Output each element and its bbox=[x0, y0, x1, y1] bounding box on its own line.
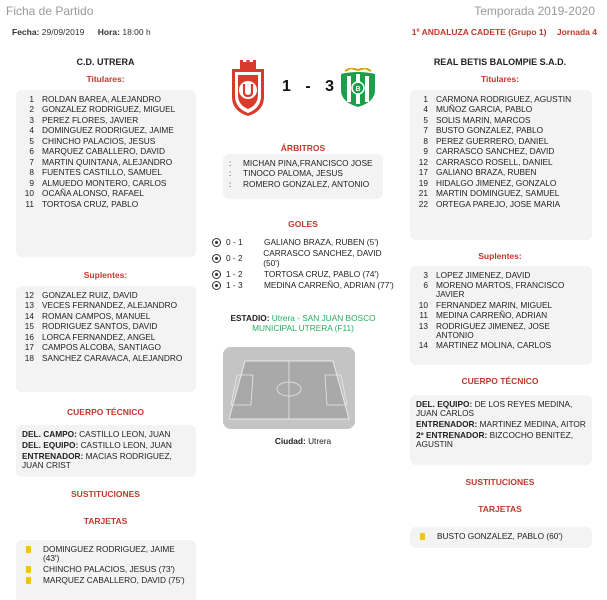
estadio-info bbox=[223, 313, 383, 333]
player-name[interactable]: TORTOSA CRUZ, PABLO bbox=[42, 198, 139, 209]
referee-row bbox=[229, 180, 377, 189]
player-number: 3 bbox=[29, 114, 34, 125]
player-name[interactable]: MARTIN DOMINGUEZ, SAMUEL bbox=[436, 188, 560, 198]
player-name[interactable]: MORENO MARTOS, FRANCISCO JAVIER bbox=[436, 280, 565, 299]
referee-name: TINOCO PALOMA, JESUS bbox=[243, 168, 343, 178]
player-name[interactable]: CARRASCO ROSELL, DANIEL bbox=[436, 156, 553, 167]
player-name[interactable]: HIDALGO JIMENEZ, GONZALO bbox=[436, 177, 557, 188]
player-number: 14 bbox=[418, 340, 428, 350]
staff-row bbox=[22, 452, 190, 470]
player-name[interactable]: CARMONA RODRIGUEZ, AGUSTIN bbox=[436, 93, 572, 104]
player-row[interactable] bbox=[416, 341, 586, 350]
goles-title: GOLES bbox=[288, 219, 318, 229]
home-titulares-title: Titulares: bbox=[86, 74, 125, 84]
player-row[interactable] bbox=[22, 312, 190, 321]
player-row[interactable] bbox=[416, 147, 586, 156]
home-team-crest[interactable] bbox=[228, 59, 268, 117]
referee-row bbox=[229, 169, 377, 178]
staff-name: BIZCOCHO BENITEZ, AGUSTIN bbox=[416, 430, 574, 449]
player-number: 13 bbox=[418, 320, 428, 331]
staff-name: MARTINEZ MEDINA, AITOR bbox=[479, 419, 586, 429]
arbitros-list bbox=[223, 154, 383, 199]
player-row[interactable] bbox=[416, 105, 586, 114]
player-number: 6 bbox=[423, 280, 428, 290]
player-name[interactable]: MARQUEZ CABALLERO, DAVID bbox=[42, 146, 165, 156]
referee-name: ROMERO GONZALEZ, ANTONIO bbox=[243, 178, 370, 189]
season-label: Temporada 2019-2020 bbox=[474, 4, 595, 18]
away-tarjetas-title: TARJETAS bbox=[478, 504, 522, 514]
player-number: 7 bbox=[29, 156, 34, 167]
player-number: 3 bbox=[423, 269, 428, 280]
goal-scorer: GALIANO BRAZA, RUBEN (5') bbox=[264, 237, 379, 247]
ciudad-info bbox=[223, 436, 383, 446]
player-row[interactable] bbox=[22, 179, 190, 188]
player-number: 17 bbox=[24, 342, 34, 352]
player-number: 10 bbox=[418, 299, 428, 310]
home-cuerpo-box bbox=[16, 425, 196, 477]
league-info bbox=[412, 27, 597, 37]
player-name[interactable]: GONZALEZ RODRIGUEZ, MIGUEL bbox=[42, 104, 176, 114]
player-row[interactable] bbox=[22, 291, 190, 300]
player-row[interactable] bbox=[22, 343, 190, 352]
home-suplentes-title: Suplentes: bbox=[83, 270, 128, 280]
goal-score: 1 - 2 bbox=[226, 269, 243, 279]
player-number: 1 bbox=[29, 93, 34, 104]
player-row[interactable] bbox=[22, 301, 190, 310]
player-row[interactable] bbox=[22, 168, 190, 177]
soccer-ball-icon bbox=[212, 254, 221, 263]
player-number: 8 bbox=[423, 135, 428, 146]
player-name[interactable]: RODRIGUEZ JIMENEZ, JOSE ANTONIO bbox=[436, 320, 550, 340]
card-text: MARQUEZ CABALLERO, DAVID (75') bbox=[43, 575, 185, 585]
away-cuerpo-title: CUERPO TÉCNICO bbox=[461, 376, 539, 386]
player-name[interactable]: CHINCHO PALACIOS, JESUS bbox=[42, 135, 156, 146]
score-sep: - bbox=[305, 78, 311, 95]
score-home: 1 bbox=[282, 78, 291, 95]
yellow-card-icon bbox=[26, 546, 31, 553]
goal-row bbox=[212, 280, 397, 290]
player-name[interactable]: RODRIGUEZ SANTOS, DAVID bbox=[42, 321, 158, 331]
player-row[interactable] bbox=[22, 95, 190, 104]
player-name[interactable]: BUSTO GONZALEZ, PABLO bbox=[436, 125, 544, 135]
player-name[interactable]: MARTIN QUINTANA, ALEJANDRO bbox=[42, 156, 173, 167]
player-name[interactable]: LORCA FERNANDEZ, ANGEL bbox=[42, 331, 156, 342]
league-name[interactable]: 1º ANDALUZA CADETE (Grupo 1) bbox=[411, 27, 547, 37]
card-text: DOMINGUEZ RODRIGUEZ, JAIME (43') bbox=[43, 544, 175, 563]
staff-name: CASTILLO LEON, JUAN bbox=[80, 440, 172, 450]
player-name[interactable]: ROLDAN BAREA, ALEJANDRO bbox=[42, 93, 161, 104]
ciudad-label: Ciudad: bbox=[274, 436, 306, 446]
home-titulares-list bbox=[16, 90, 196, 257]
away-team-crest[interactable] bbox=[337, 68, 379, 108]
player-row[interactable] bbox=[416, 116, 586, 125]
player-row[interactable] bbox=[416, 271, 586, 280]
page-title: Ficha de Partido bbox=[6, 4, 94, 18]
player-row[interactable] bbox=[22, 116, 190, 125]
home-team-name[interactable]: C.D. UTRERA bbox=[76, 57, 135, 67]
player-row[interactable] bbox=[416, 95, 586, 104]
home-tarjetas-title: TARJETAS bbox=[83, 516, 128, 526]
player-name[interactable]: FUENTES CASTILLO, SAMUEL bbox=[42, 167, 162, 177]
player-row[interactable] bbox=[416, 189, 586, 198]
referee-name: MICHAN PINA,FRANCISCO JOSE bbox=[243, 157, 373, 168]
goal-score: 1 - 3 bbox=[226, 280, 243, 290]
player-number: 11 bbox=[419, 310, 428, 320]
player-number: 5 bbox=[423, 114, 428, 125]
player-name[interactable]: DOMINGUEZ RODRIGUEZ, JAIME bbox=[42, 125, 174, 135]
player-number: 21 bbox=[418, 188, 428, 198]
player-row[interactable] bbox=[416, 126, 586, 135]
player-number: 6 bbox=[29, 146, 34, 156]
goal-score: 0 - 1 bbox=[226, 237, 243, 247]
player-row[interactable] bbox=[416, 311, 586, 320]
away-sustituciones-title: SUSTITUCIONES bbox=[465, 477, 535, 487]
player-row[interactable] bbox=[22, 137, 190, 146]
stadium-field-image bbox=[223, 347, 355, 429]
player-row[interactable] bbox=[22, 158, 190, 167]
player-number: 7 bbox=[423, 125, 428, 135]
goal-row bbox=[212, 248, 397, 268]
goal-scorer: TORTOSA CRUZ, PABLO (74') bbox=[264, 269, 379, 279]
player-row[interactable] bbox=[22, 105, 190, 114]
player-row[interactable] bbox=[22, 126, 190, 135]
staff-name: CASTILLO LEON, JUAN bbox=[79, 429, 171, 439]
player-name[interactable]: VECES FERNANDEZ, ALEJANDRO bbox=[42, 300, 178, 310]
player-number: 15 bbox=[24, 321, 34, 331]
player-number: 5 bbox=[29, 135, 34, 146]
staff-role: 2º ENTRENADOR: bbox=[416, 430, 488, 440]
referee-sep: : bbox=[229, 157, 232, 168]
player-number: 19 bbox=[418, 177, 428, 188]
away-tarjetas-list bbox=[410, 527, 592, 548]
away-suplentes-title: Suplentes: bbox=[478, 251, 522, 261]
player-number: 4 bbox=[423, 104, 428, 114]
staff-role: ENTRENADOR: bbox=[416, 419, 478, 429]
fecha-value: 29/09/2019 bbox=[41, 27, 85, 37]
player-name[interactable]: GALIANO BRAZA, RUBEN bbox=[436, 167, 537, 177]
player-name[interactable]: OCAÑA ALONSO, RAFAEL bbox=[42, 188, 144, 198]
staff-row bbox=[416, 420, 586, 429]
player-row[interactable] bbox=[22, 333, 190, 342]
player-number: 9 bbox=[29, 177, 34, 188]
player-name[interactable]: LOPEZ JIMENEZ, DAVID bbox=[436, 269, 531, 280]
soccer-ball-icon bbox=[212, 281, 221, 290]
player-name[interactable]: SOLIS MARIN, MARCOS bbox=[436, 114, 531, 125]
player-row[interactable] bbox=[22, 322, 190, 331]
goal-row bbox=[212, 269, 397, 279]
jornada-label[interactable]: Jornada 4 bbox=[556, 27, 597, 37]
staff-row bbox=[416, 431, 586, 449]
card-row bbox=[22, 576, 190, 585]
player-name[interactable]: CAMPOS ALCOBA, SANTIAGO bbox=[42, 342, 161, 352]
player-row[interactable] bbox=[22, 354, 190, 363]
player-row[interactable] bbox=[416, 179, 586, 188]
away-cuerpo-box bbox=[410, 395, 592, 465]
away-suplentes-list bbox=[410, 266, 592, 365]
staff-row bbox=[416, 400, 586, 418]
player-number: 18 bbox=[24, 352, 34, 363]
home-suplentes-list bbox=[16, 286, 196, 392]
staff-role: DEL. EQUIPO: bbox=[22, 440, 79, 450]
referee-sep: : bbox=[229, 168, 232, 178]
player-number: 1 bbox=[423, 93, 428, 104]
fecha-label: Fecha: bbox=[12, 27, 40, 37]
estadio-name[interactable]: Utrera - SAN JUAN BOSCO MUNICIPAL UTRERA (F11) bbox=[252, 313, 376, 333]
staff-role: DEL. CAMPO: bbox=[22, 429, 77, 439]
card-text: BUSTO GONZALEZ, PABLO (60') bbox=[437, 531, 563, 541]
card-row bbox=[22, 565, 190, 574]
top-bar bbox=[0, 0, 607, 22]
yellow-card-icon bbox=[420, 533, 425, 540]
player-name[interactable]: ORTEGA PAREJO, JOSE MARIA bbox=[436, 198, 561, 209]
player-name[interactable]: PEREZ GUERRERO, DANIEL bbox=[436, 135, 549, 146]
player-name[interactable]: FERNANDEZ MARIN, MIGUEL bbox=[436, 299, 553, 310]
staff-role: ENTRENADOR: bbox=[22, 451, 84, 461]
player-number: 8 bbox=[29, 167, 34, 177]
player-name[interactable]: MARTINEZ MOLINA, CARLOS bbox=[436, 340, 552, 350]
arbitros-title: ÁRBITROS bbox=[280, 143, 326, 153]
player-number: 12 bbox=[418, 156, 428, 167]
player-row[interactable] bbox=[416, 168, 586, 177]
player-row[interactable] bbox=[22, 189, 190, 198]
player-name[interactable]: MUÑOZ GARCIA, PABLO bbox=[436, 104, 533, 114]
referee-sep: : bbox=[229, 178, 232, 189]
player-row[interactable] bbox=[416, 322, 586, 340]
yellow-card-icon bbox=[26, 577, 31, 584]
referee-row bbox=[229, 159, 377, 168]
goal-scorer: MEDINA CARREÑO, ADRIAN (77') bbox=[264, 280, 394, 290]
player-name[interactable]: ROMAN CAMPOS, MANUEL bbox=[42, 310, 151, 321]
yellow-card-icon bbox=[26, 566, 31, 573]
player-number: 17 bbox=[418, 167, 428, 177]
staff-row bbox=[22, 430, 190, 439]
goal-scorer: CARRASCO SANCHEZ, DAVID (50') bbox=[263, 248, 382, 268]
player-name[interactable]: ALMUEDO MONTERO, CARLOS bbox=[42, 177, 167, 188]
score-away: 3 bbox=[325, 78, 335, 95]
goal-score: 0 - 2 bbox=[226, 253, 243, 263]
player-row[interactable] bbox=[416, 301, 586, 310]
player-number: 9 bbox=[423, 146, 428, 156]
hora-value: 18:00 h bbox=[122, 27, 151, 37]
away-team-name[interactable]: REAL BETIS BALOMPIE S.A.D. bbox=[433, 57, 567, 67]
player-number: 10 bbox=[24, 188, 34, 198]
home-sustituciones-title: SUSTITUCIONES bbox=[71, 489, 140, 499]
player-name[interactable]: MEDINA CARREÑO, ADRIAN bbox=[436, 310, 548, 320]
player-row[interactable] bbox=[416, 200, 586, 209]
player-number: 16 bbox=[24, 331, 34, 342]
staff-name: DE LOS REYES MEDINA, JUAN CARLOS bbox=[416, 399, 573, 418]
home-cuerpo-title: CUERPO TÉCNICO bbox=[67, 407, 144, 417]
player-number: 2 bbox=[29, 104, 34, 114]
home-tarjetas-list bbox=[16, 540, 196, 600]
away-titulares-title: Titulares: bbox=[480, 74, 520, 84]
goles-list bbox=[212, 236, 397, 291]
match-score bbox=[282, 78, 334, 96]
staff-name: MACIAS RODRIGUEZ, JUAN CRIST bbox=[22, 451, 172, 470]
player-row[interactable] bbox=[22, 200, 190, 209]
player-number: 12 bbox=[24, 289, 34, 300]
player-row[interactable] bbox=[416, 137, 586, 146]
player-name[interactable]: CARRASCO SANCHEZ, DAVID bbox=[436, 146, 555, 156]
player-number: 22 bbox=[418, 198, 428, 209]
away-titulares-list bbox=[410, 90, 592, 240]
player-row[interactable] bbox=[22, 147, 190, 156]
player-name[interactable]: SANCHEZ CARAVACA, ALEJANDRO bbox=[42, 352, 183, 363]
card-text: CHINCHO PALACIOS, JESUS (73') bbox=[43, 564, 175, 574]
match-info bbox=[12, 27, 155, 37]
soccer-ball-icon bbox=[212, 238, 221, 247]
staff-row bbox=[22, 441, 190, 450]
staff-role: DEL. EQUIPO: bbox=[416, 399, 473, 409]
player-number: 14 bbox=[24, 310, 34, 321]
card-row bbox=[416, 532, 586, 541]
soccer-ball-icon bbox=[212, 270, 221, 279]
player-number: 11 bbox=[25, 198, 34, 209]
player-number: 4 bbox=[29, 125, 34, 135]
player-row[interactable] bbox=[416, 281, 586, 299]
card-row bbox=[22, 545, 190, 563]
goal-row bbox=[212, 237, 397, 247]
player-row[interactable] bbox=[416, 158, 586, 167]
ciudad-name: Utrera bbox=[308, 436, 332, 446]
hora-label: Hora: bbox=[97, 27, 120, 37]
estadio-label: ESTADIO: bbox=[230, 313, 270, 323]
player-name[interactable]: PEREZ FLORES, JAVIER bbox=[42, 114, 139, 125]
player-number: 13 bbox=[24, 300, 34, 310]
svg-text:B: B bbox=[355, 86, 361, 93]
player-name[interactable]: GONZALEZ RUIZ, DAVID bbox=[42, 289, 138, 300]
